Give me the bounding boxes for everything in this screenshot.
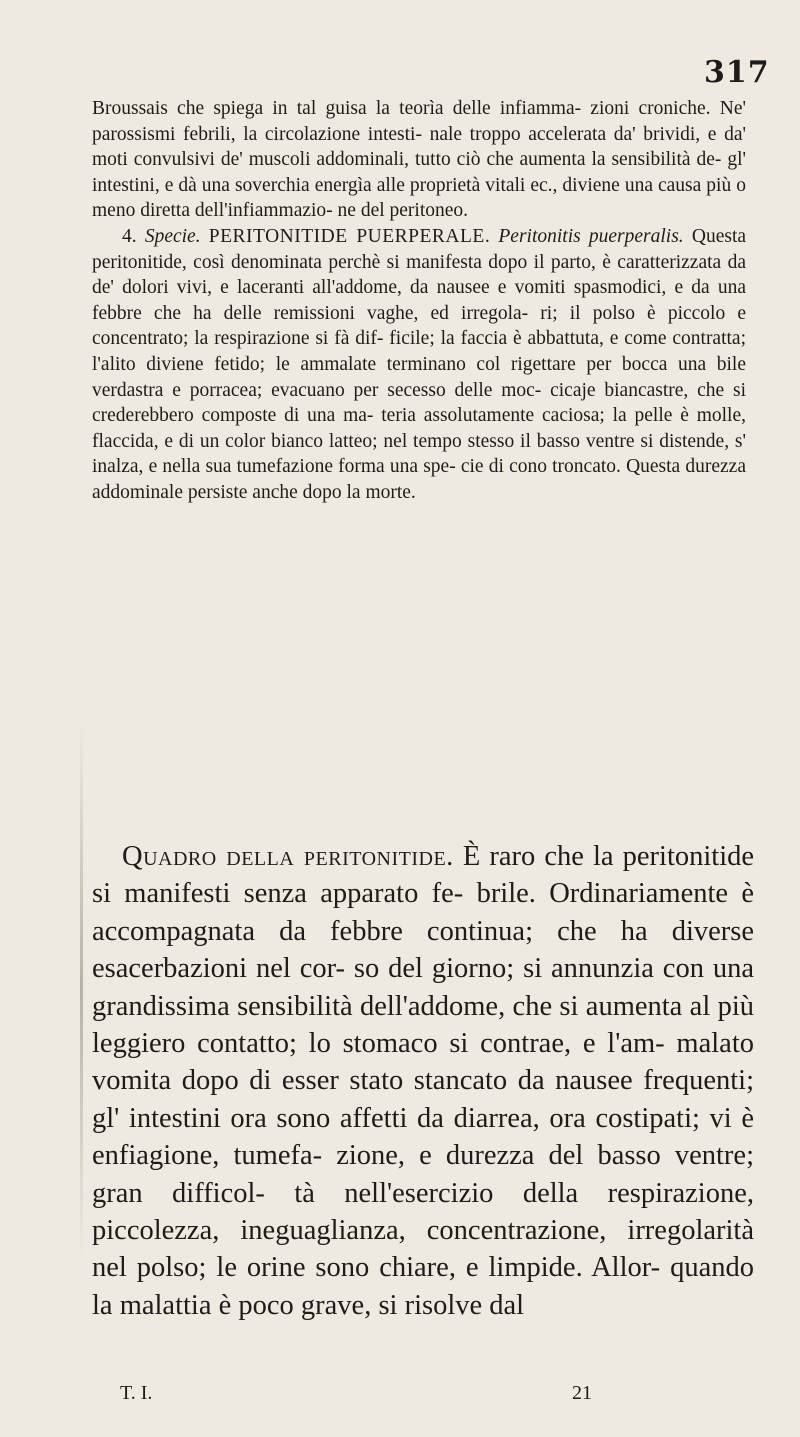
section-body: Questa peritonitide, così denominata perchè si manifesta dopo il parto, è caratterizzata da de' dolori vivi, e laceranti all'addome, da nausee e vomiti spasmodici, e da una febbre che ha delle remissioni vaghe, ed irregola- ri; il polso è piccolo e concentrato; la respirazione si fà dif- ficile; la faccia è abbattuta, e come contratta; l'alito diviene fetido; le ammalate terminano col rigettare per bocca una bile verdastra e porracea; evacuano per secesso delle moc- cicaje biancastre, che si crederebbero composte di una ma- teria assolutamente caciosa; la pelle è molle, flaccida, e di un color bianco latteo; nel tempo stesso il basso ventre si distende, s' inalza, e nella sua tumefazione forma una spe- cie di cono troncato. Questa durezza addominale persiste anche dopo la morte. [92,225,747,503]
paragraph-quadro [92,838,754,1324]
large-print-section [92,838,754,1324]
section-heading: Specie. [144,225,201,247]
paragraph-broussais: Broussais che spiega in tal guisa la teorìa delle infiamma- zioni croniche. Ne' parossismi febrili, la circolazione intesti- nale troppo accelerata da' brividi, e da' moti convulsivi de' muscoli addominali, tutto ciò che aumenta la sensibilità de- gl' intestini, e dà una soverchia energìa alle proprietà vitali ec., diviene una causa più o meno diretta dell'infiammazio- ne del peritoneo. [92,98,746,222]
section-title: PERITONITIDE PUERPERALE. [208,225,491,247]
small-print-section [92,96,746,506]
volume-signature: T. I. [120,1382,153,1404]
page-edge-shadow [80,720,83,1260]
page-number: 317 [704,55,770,90]
paragraph-puerperal [92,224,746,506]
quadro-heading: Quadro della peritonitide. [122,841,454,872]
latin-name: Peritonitis puerperalis. [498,225,684,247]
quadro-body: È raro che la peritonitide si manifesti senza apparato fe- brile. Ordinariamente è accompagnata da febbre continua; che ha diverse esacerbazioni nel cor- so del giorno; si annunzia con una grandissima sensibilità dell'addome, che si aumenta al più leggiero contatto; lo stomaco si contrae, e l'am- malato vomita dopo di esser stato stancato da nausee frequenti; gl' intestini ora sono affetti da diarrea, ora costipati; vi è enfiagione, tumefa- zione, e durezza del basso ventre; gran difficol- tà nell'esercizio della respirazione, piccolezza, ineguaglianza, concentrazione, irregolarità nel polso; le orine sono chiare, e limpide. Allor- quando la malattia è poco grave, si risolve dal [92,841,755,1321]
sheet-number: 21 [572,1382,592,1404]
section-number: 4. [122,225,137,247]
